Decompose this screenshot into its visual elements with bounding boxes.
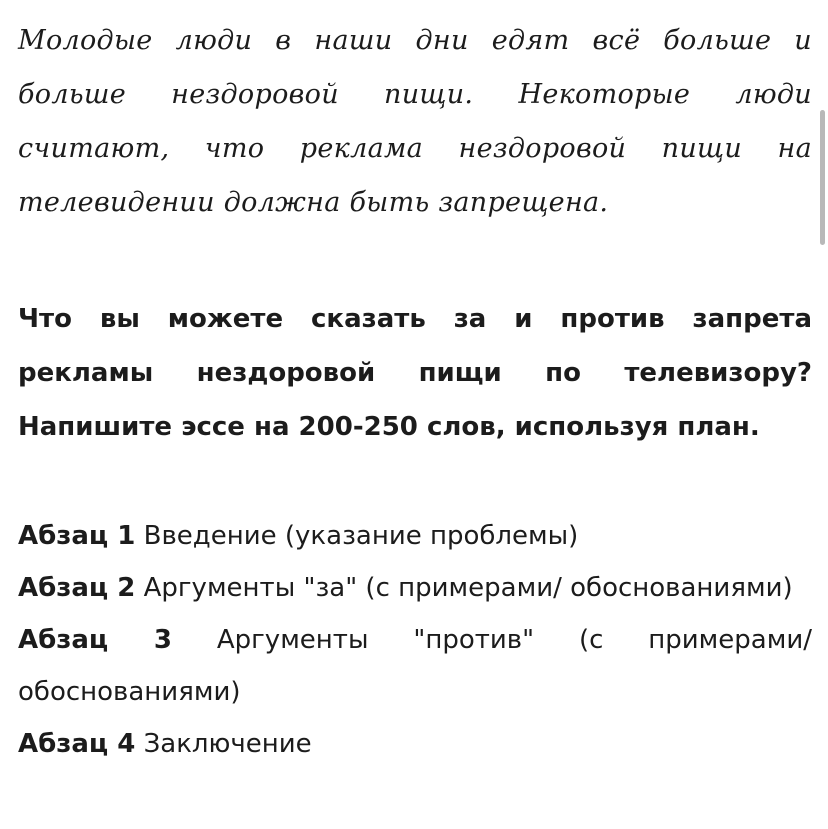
plan-item-label: Абзац 1 bbox=[18, 521, 136, 551]
plan-item-text: Аргументы "против" (с примерами/ обоснованиями) bbox=[18, 625, 812, 707]
plan-item-1 bbox=[18, 510, 812, 562]
plan-item-4 bbox=[18, 718, 812, 770]
plan-item-label: Абзац 3 bbox=[18, 625, 172, 655]
plan-item-text: Заключение bbox=[143, 729, 312, 759]
plan-item-3 bbox=[18, 614, 812, 718]
scrollbar[interactable] bbox=[820, 110, 825, 245]
plan-item-text: Введение (указание проблемы) bbox=[143, 521, 579, 551]
task-question: Что вы можете сказать за и против запрета рекламы нездоровой пищи по телевизору? Напишите эссе на 200-250 слов, используя план. bbox=[18, 304, 812, 442]
plan-item-2 bbox=[18, 562, 812, 614]
intro-paragraph: Молодые люди в наши дни едят всё больше и больше нездоровой пищи. Некоторые люди считают, что реклама нездоровой пищи на телевидении должна быть запрещена. bbox=[18, 25, 812, 218]
document-page bbox=[18, 14, 812, 770]
plan-item-label: Абзац 2 bbox=[18, 573, 136, 603]
plan-item-text: Аргументы "за" (с примерами/ обоснованиями) bbox=[143, 573, 793, 603]
essay-plan bbox=[18, 510, 812, 770]
plan-item-label: Абзац 4 bbox=[18, 729, 136, 759]
